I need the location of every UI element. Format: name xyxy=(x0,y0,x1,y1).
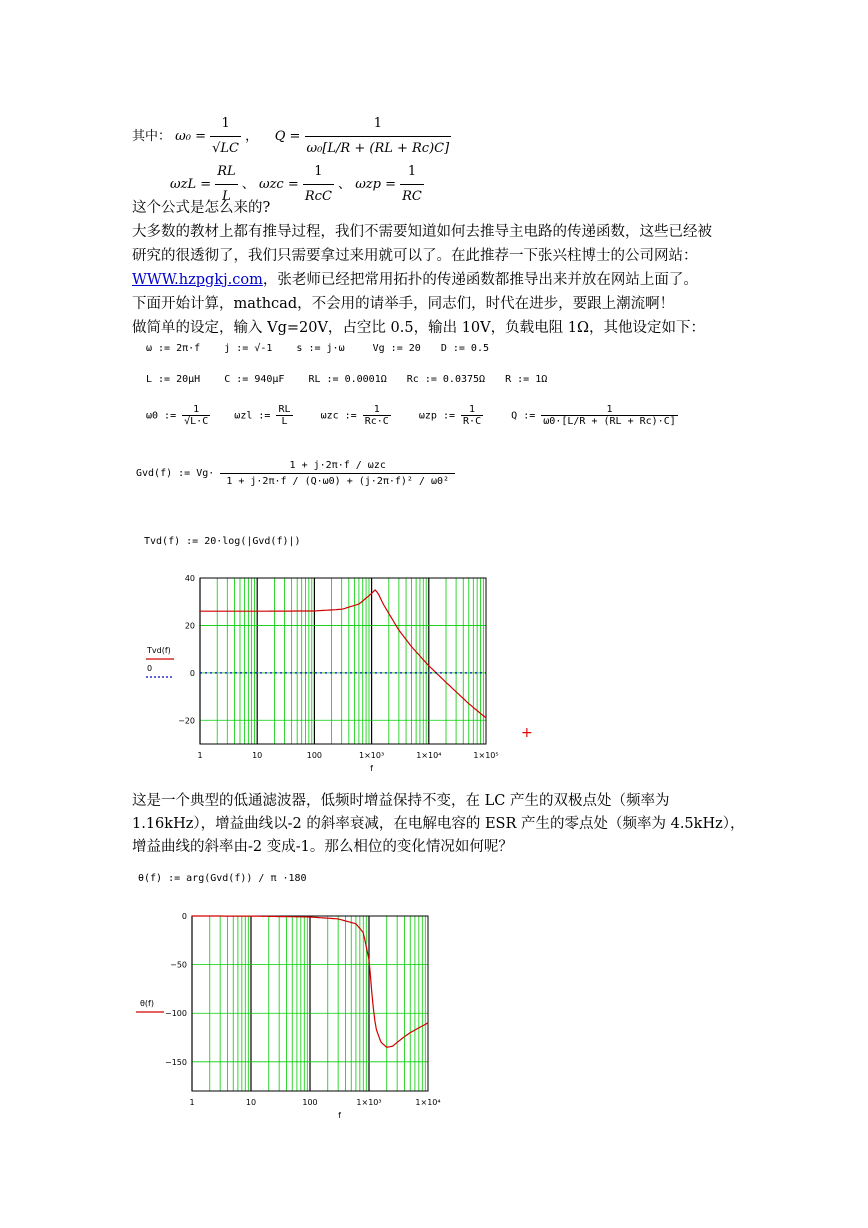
omega-zc-lhs: ωzc = xyxy=(258,177,299,192)
magnitude-chart xyxy=(136,570,499,780)
q-fraction: $\frac{1}{\text{ω₀[L/R + (RL + Rc)C]}}$ xyxy=(305,112,452,161)
y-tick-label: −100 xyxy=(165,1009,187,1019)
q-mathcad-fraction: $\frac{1}{\omega 0\cdot[L/R + (RL + Rc)\cdot C]}$ xyxy=(543,404,676,427)
website-link[interactable]: WWW.hzpgkj.com xyxy=(132,272,263,288)
paragraph-analysis-line1: 这是一个典型的低通滤波器，低频时增益保持不变，在 LC 产生的双极点处（频率为 xyxy=(132,793,670,809)
omega0-lhs: ω₀ = xyxy=(175,129,206,144)
phase-chart xyxy=(132,906,452,1124)
wzp-fraction: $\frac{1}{R\cdot C}$ xyxy=(463,404,482,427)
x-axis-label: f xyxy=(370,764,374,773)
legend-label: θ(f) xyxy=(140,999,154,1008)
mathcad-gvd: Gvd(f) := Vg· $\frac{\text{1 + j·2π·f / ωzc}}{\text{1 + j·2π·f / (Q·ω0) + (j·2π·f)² / ω0²}}$ xyxy=(136,458,455,489)
formula-prefix: 其中： xyxy=(132,129,172,144)
y-tick-label: 0 xyxy=(189,668,195,678)
paragraph-question: 这个公式是怎么来的? xyxy=(132,200,271,216)
def-rc: Rc := 0.0375Ω xyxy=(406,374,486,385)
def-l: L := 20μH xyxy=(146,374,201,385)
y-tick-label: −150 xyxy=(165,1057,187,1067)
y-tick-label: −20 xyxy=(178,716,195,726)
x-tick-label: 1 xyxy=(189,1098,195,1107)
x-tick-label: 1 xyxy=(197,751,203,760)
x-axis-label: f xyxy=(338,1111,341,1120)
def-s: s := j·ω xyxy=(296,343,345,354)
x-tick-label: 10 xyxy=(252,751,263,760)
paragraph-start-calc: 下面开始计算，mathcad，不会用的请举手，同志们，时代在进步，要跟上潮流啊！ xyxy=(132,296,675,312)
mathcad-row-2 xyxy=(146,374,547,385)
legend-label: Tvd(f) xyxy=(147,646,171,655)
x-tick-label: 100 xyxy=(302,1098,318,1107)
def-omega: ω := 2π·f xyxy=(146,343,201,354)
mathcad-theta: θ(f) := arg(Gvd(f)) / π ·180 xyxy=(138,873,307,884)
omega-zc-fraction: $\frac{1}{\text{RcC}}$ xyxy=(303,160,334,209)
omega-zl-lhs: ωzL = xyxy=(170,177,212,192)
x-tick-label: 1×10⁵ xyxy=(473,751,499,760)
paragraph-intro-line1: 大多数的教材上都有推导过程，我们不需要知道如何去推导主电路的传递函数，这些已经被 xyxy=(132,224,712,240)
series-line-primary xyxy=(200,590,486,718)
def-c: C := 940μF xyxy=(224,374,285,385)
def-rl: RL := 0.0001Ω xyxy=(308,374,387,385)
omega-zp-lhs: ωzp = xyxy=(355,177,396,192)
x-tick-label: 100 xyxy=(306,751,323,760)
gvd-fraction: $\frac{\text{1 + j·2π·f / ωzc}}{\text{1 + j·2π·f / (Q·ω0) + (j·2π·f)² / ω0²}}$ xyxy=(220,458,455,489)
def-j: j := √-1 xyxy=(224,343,273,354)
def-r: R := 1Ω xyxy=(505,374,548,385)
def-d: D := 0.5 xyxy=(440,343,489,354)
wzl-fraction: $\frac{RL}{L}$ xyxy=(278,404,291,427)
paragraph-settings: 做简单的设定，输入 Vg=20V，占空比 0.5，输出 10V，负载电阻 1Ω，其他设定如下： xyxy=(132,320,705,336)
red-plus-marker: + xyxy=(521,725,533,741)
paragraph-intro-line2: 研究的很透彻了，我们只需要拿过来用就可以了。在此推荐一下张兴柱博士的公司网站： xyxy=(132,248,698,264)
x-tick-label: 10 xyxy=(245,1098,257,1107)
mathcad-tvd: Tvd(f) := 20·log(|Gvd(f)|) xyxy=(144,536,301,547)
paragraph-analysis-line2: 1.16kHz），增益曲线以-2 的斜率衰减，在电解电容的 ESR 产生的零点处（频率为 4.5kHz）， xyxy=(132,816,745,832)
paragraph-analysis-line3: 增益曲线的斜率由-2 变成-1。那么相位的变化情况如何呢？ xyxy=(132,839,513,855)
wzc-fraction: $\frac{1}{Rc\cdot C}$ xyxy=(364,404,389,427)
mathcad-row-3: ω0 := $\frac{1}{√L\cdot C}$ ωzl := $\frac{RL}{L}$ ωzc := $\frac{1}{Rc\cdot C}$ ωzp := $\frac{1}{R\cdot C}$ Q := $\frac{1}{\omega 0\cdot[L/R + (RL + Rc)\cdot C]}$ xyxy=(146,404,676,427)
omega-zl-fraction: $\frac{RL}{L}$ xyxy=(215,160,237,209)
def-vg: Vg := 20 xyxy=(372,343,421,354)
plot-frame xyxy=(200,578,486,744)
x-tick-label: 1×10³ xyxy=(356,1098,382,1107)
w0-fraction: $\frac{1}{√L\cdot C}$ xyxy=(184,404,209,427)
q-lhs: Q = xyxy=(274,129,301,144)
y-tick-label: −50 xyxy=(170,960,187,970)
y-tick-label: 0 xyxy=(181,912,187,921)
x-tick-label: 1×10⁴ xyxy=(416,751,442,760)
x-tick-label: 1×10⁴ xyxy=(415,1098,441,1107)
omega-zp-fraction: $\frac{1}{RC}$ xyxy=(400,160,424,209)
mathcad-row-1 xyxy=(146,343,489,354)
omega0-fraction: $\frac{1}{√LC}$ xyxy=(210,112,241,161)
y-tick-label: 40 xyxy=(184,574,195,583)
legend-label: 0 xyxy=(147,664,153,673)
x-tick-label: 1×10³ xyxy=(359,751,385,760)
y-tick-label: 20 xyxy=(184,621,195,631)
paragraph-intro-line3: WWW.hzpgkj.com，张老师已经把常用拓扑的传递函数都推导出来并放在网站上面了。 xyxy=(132,272,698,288)
